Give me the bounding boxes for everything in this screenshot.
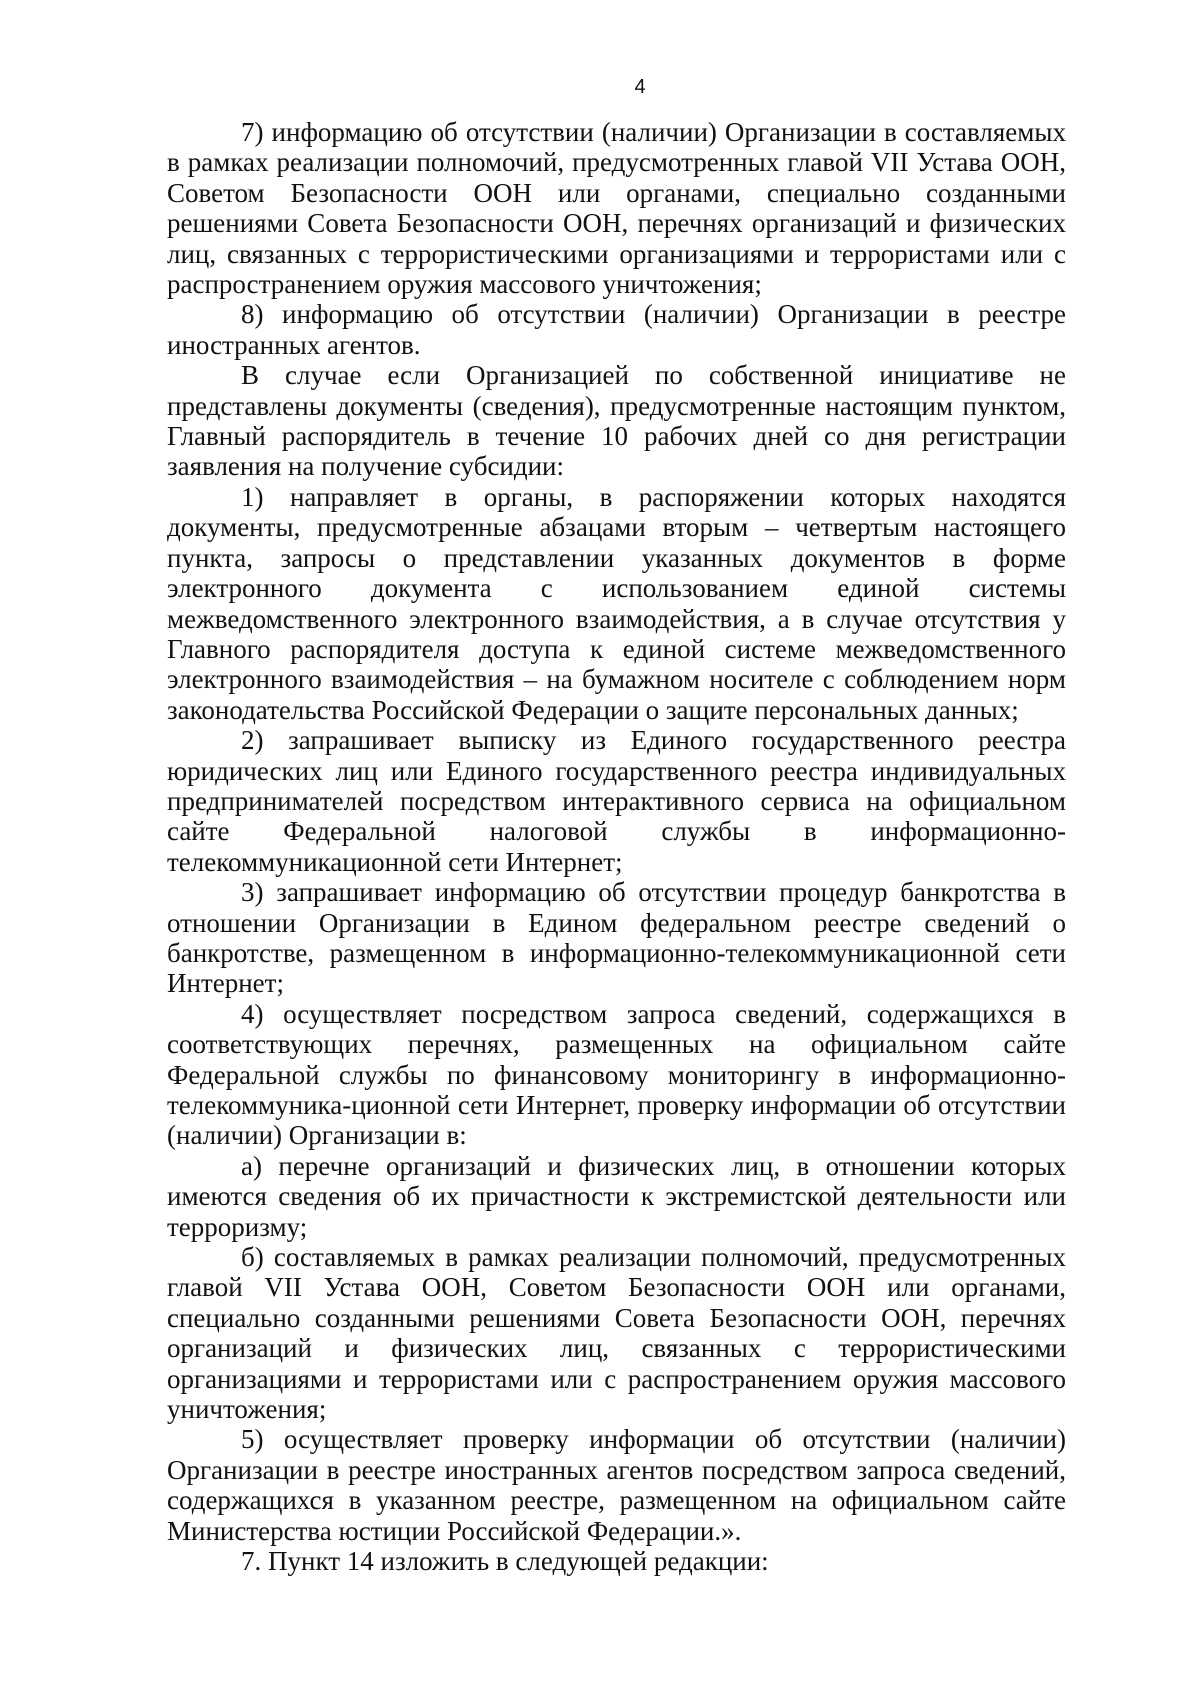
paragraph-subitem-b: б) составляемых в рамках реализации полномочий, предусмотренных главой VII Устава ООН, Советом Безопасности ООН или органами, специально созданными решениями Совета Безопасности ООН, перечнях организаций и физических лиц, связанных с террористическими организациями и террористами или с распространением оружия массового уничтожения; (167, 1242, 1066, 1425)
paragraph-subitem-5: 5) осуществляет проверку информации об отсутствии (наличии) Организации в реестре иностранных агентов посредством запроса сведений, содержащихся в указанном реестре, размещенном на официальном сайте Министерства юстиции Российской Федерации.». (167, 1424, 1066, 1546)
document-body (167, 117, 1066, 1577)
paragraph-subitem-4: 4) осуществляет посредством запроса сведений, содержащихся в соответствующих перечнях, размещенных на официальном сайте Федеральной службы по финансовому мониторингу в информационно-телекоммуника-ционной сети Интернет, проверку информации об отсутствии (наличии) Организации в: (167, 998, 1066, 1151)
paragraph-subitem-3: 3) запрашивает информацию об отсутствии процедур банкротства в отношении Организации в Едином федеральном реестре сведений о банкротстве, размещенном в информационно-телекоммуникационной сети Интернет; (167, 877, 1066, 999)
paragraph-missing-documents: В случае если Организацией по собственной инициативе не представлены документы (сведения), предусмотренные настоящим пунктом, Главный распорядитель в течение 10 рабочих дней со дня регистрации заявления на получение субсидии: (167, 360, 1066, 482)
paragraph-subitem-2: 2) запрашивает выписку из Единого государственного реестра юридических лиц или Единого государственного реестра индивидуальных предпринимателей посредством интерактивного сервиса на официальном сайте Федеральной налоговой службы в информационно-телекоммуникационной сети Интернет; (167, 725, 1066, 877)
page-number: 4 (634, 76, 646, 98)
paragraph-subitem-1: 1) направляет в органы, в распоряжении которых находятся документы, предусмотренные абзацами вторым – четвертым настоящего пункта, запросы о представлении указанных документов в форме электронного документа с использованием единой системы межведомственного электронного взаимодействия, а в случае отсутствия у Главного распорядителя доступа к единой системе межведомственного электронного взаимодействия – на бумажном носителе с соблюдением норм законодательства Российской Федерации о защите персональных данных; (167, 481, 1066, 725)
paragraph-item-7: 7) информацию об отсутствии (наличии) Организации в составляемых в рамках реализации полномочий, предусмотренных главой VII Устава ООН, Советом Безопасности ООН или органами, специально созданными решениями Совета Безопасности ООН, перечнях организаций и физических лиц, связанных с террористическими организациями и террористами или с распространением оружия массового уничтожения; (167, 117, 1066, 300)
paragraph-subitem-a: а) перечне организаций и физических лиц, в отношении которых имеются сведения об их причастности к экстремистской деятельности или терроризму; (167, 1150, 1066, 1242)
paragraph-item-8: 8) информацию об отсутствии (наличии) Организации в реестре иностранных агентов. (167, 299, 1066, 360)
paragraph-point-7: 7. Пункт 14 изложить в следующей редакции: (241, 1546, 769, 1577)
